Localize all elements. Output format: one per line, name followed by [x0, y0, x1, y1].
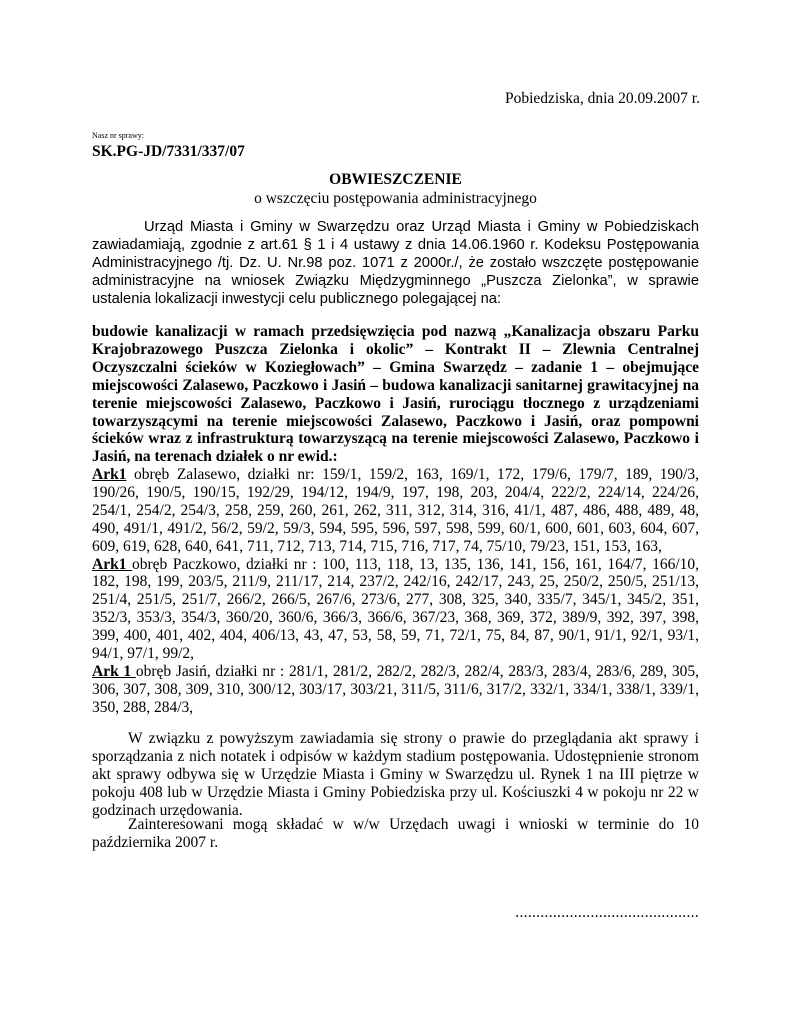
deadline-paragraph — [92, 816, 699, 852]
case-number: SK.PG-JD/7331/337/07 — [92, 143, 245, 160]
signature-line: ............................................ — [515, 904, 699, 921]
intro-paragraph — [92, 219, 699, 309]
ark-label: Ark1 — [92, 466, 127, 483]
parcel-numbers: obręb Paczkowo, działki nr : 100, 113, 118, 13, 135, 136, 141, 156, 161, 164/7, 166/10, 182, 198, 199, 203/5, 211/9, 211/17, 214, 237/2, 242/16, 242/17, 243, 25, 250/2, 250/5, 251/13, 251/4, 251/5, 251/7, 266/2, 266/5, 267/6, 273/6, 277, 308, 325, 340, 335/7, 345/1, 345/2, 351, 352/3, 353/3, 354/3, 360/20, 360/6, 366/3, 366/6, 367/23, 368, 369, 372, 389/9, 392, 397, 398, 399, 400, 401, 402, 404, 406/13, 43, 47, 53, 58, 59, 71, 72/1, 75, 84, 87, 90/1, 91/1, 92/1, 93/1, 94/1, 97/1, 99/2, — [92, 555, 699, 663]
parcel-group-jasin — [92, 663, 699, 717]
parcel-group-paczkowo — [92, 556, 699, 663]
parcel-group-zalasewo — [92, 466, 699, 556]
ark-label: Ark 1 — [92, 662, 136, 680]
rights-paragraph-text: W związku z powyższym zawiadamia się strony o prawie do przeglądania akt sprawy i sporządzania z nich notatek i odpisów w każdym stadium postępowania. Udostępnienie stronom akt sprawy odbywa się w Urzędzie Miasta i Gminy w Swarzędzu ul. Rynek 1 na III piętrze w pokoju 408 lub w Urzędzie Miasta i Gminy Pobiedziska przy ul. Kościuszki 4 w pokoju nr 22 w godzinach urzędowania. — [92, 730, 699, 819]
rights-paragraph — [92, 730, 699, 820]
case-number-label: Nasz nr sprawy: — [92, 131, 144, 140]
document-date: Pobiedziska, dnia 20.09.2007 r. — [504, 90, 700, 107]
parcel-list — [92, 466, 699, 717]
investment-description: budowie kanalizacji w ramach przedsięwzięcia pod nazwą „Kanalizacja obszaru Parku Krajobrazowego Puszcza Zielonka i okolic” – Kontrakt II – Zlewnia Centralnej Oczyszczalni ścieków w Koziegłowach” – Gmina Swarzędz – zadanie 1 – obejmujące miejscowości Zalasewo, Paczkowo i Jasiń – budowa kanalizacji sanitarnej grawitacyjnej na terenie miejscowości Zalasewo, Paczkowo i Jasiń, rurociągu tłocznego z urządzeniami towarzyszącymi na terenie miejscowości Zalasewo, Paczkowo i Jasiń, oraz pompowni ścieków wraz z infrastrukturą towarzyszącą na terenie miejscowości Zalasewo, Paczkowo i Jasiń, na terenach działek o nr ewid.: — [92, 323, 699, 466]
parcel-numbers: obręb Zalasewo, działki nr: 159/1, 159/2, 163, 169/1, 172, 179/6, 179/7, 189, 190/3, 190/26, 190/5, 190/15, 192/29, 194/12, 194/9, 197, 198, 203, 204/4, 222/2, 224/14, 224/26, 254/1, 254/2, 254/3, 258, 259, 260, 261, 262, 311, 312, 314, 316, 41/1, 487, 486, 488, 489, 48, 490, 491/1, 491/2, 56/2, 59/2, 59/3, 594, 595, 596, 597, 598, 599, 60/1, 600, 601, 603, 604, 607, 609, 619, 628, 640, 641, 711, 712, 713, 714, 715, 716, 717, 74, 75/10, 79/23, 151, 153, 163, — [92, 466, 699, 555]
parcel-numbers: obręb Jasiń, działki nr : 281/1, 281/2, 282/2, 282/3, 282/4, 283/3, 283/4, 283/6, 289, 305, 306, 307, 308, 309, 310, 300/12, 303/17, 303/21, 311/5, 311/6, 317/2, 332/1, 334/1, 338/1, 339/1, 350, 288, 284/3, — [92, 662, 699, 716]
document-subtitle: o wszczęciu postępowania administracyjnego — [254, 190, 537, 207]
ark-label: Ark1 — [92, 555, 133, 573]
document-title: OBWIESZCZENIE — [329, 171, 462, 188]
deadline-paragraph-text: Zainteresowani mogą składać w w/w Urzędach uwagi i wnioski w terminie do 10 października 2007 r. — [92, 816, 699, 851]
intro-paragraph-text: Urząd Miasta i Gminy w Swarzędzu oraz Urząd Miasta i Gminy w Pobiedziskach zawiadamiają, zgodnie z art.61 § 1 i 4 ustawy z dnia 14.06.1960 r. Kodeksu Postępowania Administracyjnego /tj. Dz. U. Nr.98 poz. 1071 z 2000r./, że zostało wszczęte postępowanie administracyjne na wniosek Związku Międzygminnego „Puszcza Zielonka”, w sprawie ustalenia lokalizacji inwestycji celu publicznego polegającej na: — [92, 219, 699, 307]
